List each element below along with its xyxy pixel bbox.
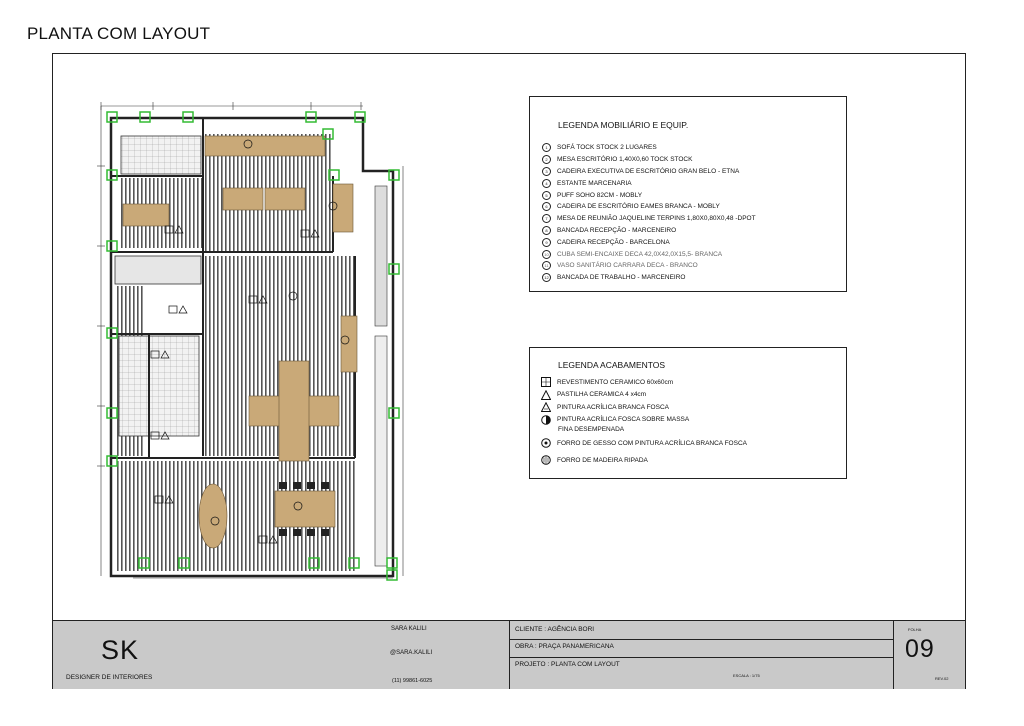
floor-plan — [93, 96, 413, 586]
tile-square-icon — [541, 377, 551, 387]
divider — [893, 621, 894, 689]
divider — [509, 621, 510, 689]
item-number-icon: 5 — [542, 191, 551, 200]
legend-item: FINA DESEMPENADA — [558, 426, 625, 433]
project-label: PROJETO : PLANTA COM LAYOUT — [515, 661, 620, 668]
legend-item: 4 ESTANTE MARCENARIA — [542, 177, 756, 189]
title-block — [53, 620, 965, 689]
item-number-icon: 9 — [542, 238, 551, 247]
item-number-icon: 7 — [542, 214, 551, 223]
client-label: CLIENTE : AGÊNCIA BORI — [515, 626, 595, 633]
legend-item: FORRO DE GESSO COM PINTURA ACRÍLICA BRANCA FOSCA — [541, 438, 747, 448]
item-number-icon: 6 — [542, 202, 551, 211]
legend-item: 3 CADEIRA EXECUTIVA DE ESCRITÓRIO GRAN BELO - ETNA — [542, 166, 756, 178]
circle-dot-icon — [541, 438, 551, 448]
designer-logo: SK — [101, 635, 140, 665]
legend-item: REVESTIMENTO CERAMICO 60x60cm — [541, 377, 747, 387]
divider — [510, 639, 893, 640]
finishes-legend-list — [541, 377, 747, 468]
legend-item: 1 SOFÁ TOCK STOCK 2 LUGARES — [542, 142, 756, 154]
kitchen-counter — [115, 256, 201, 284]
item-number-icon: 3 — [542, 167, 551, 176]
sheet-label: FOLHA — [908, 627, 922, 632]
work-label: OBRA : PRAÇA PANAMERICANA — [515, 643, 614, 650]
legend-item: 10 CUBA SEMI-ENCAIXE DECA 42,0X42,0X15,5- BRANCA — [542, 248, 756, 260]
designer-role: DESIGNER DE INTERIORES — [66, 674, 153, 681]
triangle-icon — [541, 390, 551, 400]
finishes-legend — [529, 347, 847, 479]
triangle-hatch-icon — [541, 402, 551, 412]
circle-lines-icon — [541, 455, 551, 465]
page-title: PLANTA COM LAYOUT — [27, 24, 211, 43]
finishes-legend-title: LEGENDA ACABAMENTOS — [558, 360, 666, 370]
item-number-icon: 8 — [542, 226, 551, 235]
furniture-legend — [529, 96, 847, 292]
item-number-icon: 1 — [542, 143, 551, 152]
legend-item: 6 CADEIRA DE ESCRITÓRIO EAMES BRANCA - MOBLY — [542, 201, 756, 213]
legend-item: FORRO DE MADEIRA RIPADA — [541, 455, 747, 465]
window-right — [375, 186, 387, 326]
furniture-legend-title: LEGENDA MOBILIÁRIO E EQUIP. — [558, 120, 689, 130]
legend-item: 5 PUFF SOHO 82CM - MOBLY — [542, 189, 756, 201]
item-number-icon: 11 — [542, 261, 551, 270]
item-number-icon: 12 — [542, 273, 551, 282]
revision-label: REV.02 — [935, 676, 949, 681]
divider — [510, 657, 893, 658]
legend-item: 2 MESA ESCRITÓRIO 1,40X0,60 TOCK STOCK — [542, 154, 756, 166]
legend-item: 11 VASO SANITÁRIO CARRARA DECA - BRANCO — [542, 260, 756, 272]
designer-instagram: @SARA.KALILI — [390, 650, 433, 656]
bathroom-1 — [121, 136, 201, 174]
legend-item: 8 BANCADA RECEPÇÃO - MARCENEIRO — [542, 225, 756, 237]
shelf — [205, 136, 325, 156]
item-number-icon: 2 — [542, 155, 551, 164]
legend-item: 12 BANCADA DE TRABALHO - MARCENEIRO — [542, 272, 756, 284]
legend-item: 7 MESA DE REUNIÃO JAQUELINE TERPINS 1,80X0,80X0,48 -DPOT — [542, 213, 756, 225]
designer-phone: (11) 99861-6025 — [392, 678, 433, 684]
designer-name: SARA KALILI — [391, 626, 427, 632]
scale-label: ESCALA : 1/75 — [733, 673, 760, 678]
legend-item: PASTILHA CERAMICA 4 x4cm — [541, 390, 747, 400]
circle-half-icon — [541, 415, 551, 425]
furniture-legend-list — [542, 142, 756, 284]
item-number-icon: 4 — [542, 179, 551, 188]
legend-item: PINTURA ACRÍLICA BRANCA FOSCA — [541, 402, 747, 412]
drawing-sheet — [52, 53, 966, 689]
item-number-icon: 10 — [542, 250, 551, 259]
legend-item: PINTURA ACRÍLICA FOSCA SOBRE MASSA — [541, 415, 747, 425]
legend-item: 9 CADEIRA RECEPÇÃO - BARCELONA — [542, 236, 756, 248]
sheet-number: 09 — [905, 635, 935, 663]
